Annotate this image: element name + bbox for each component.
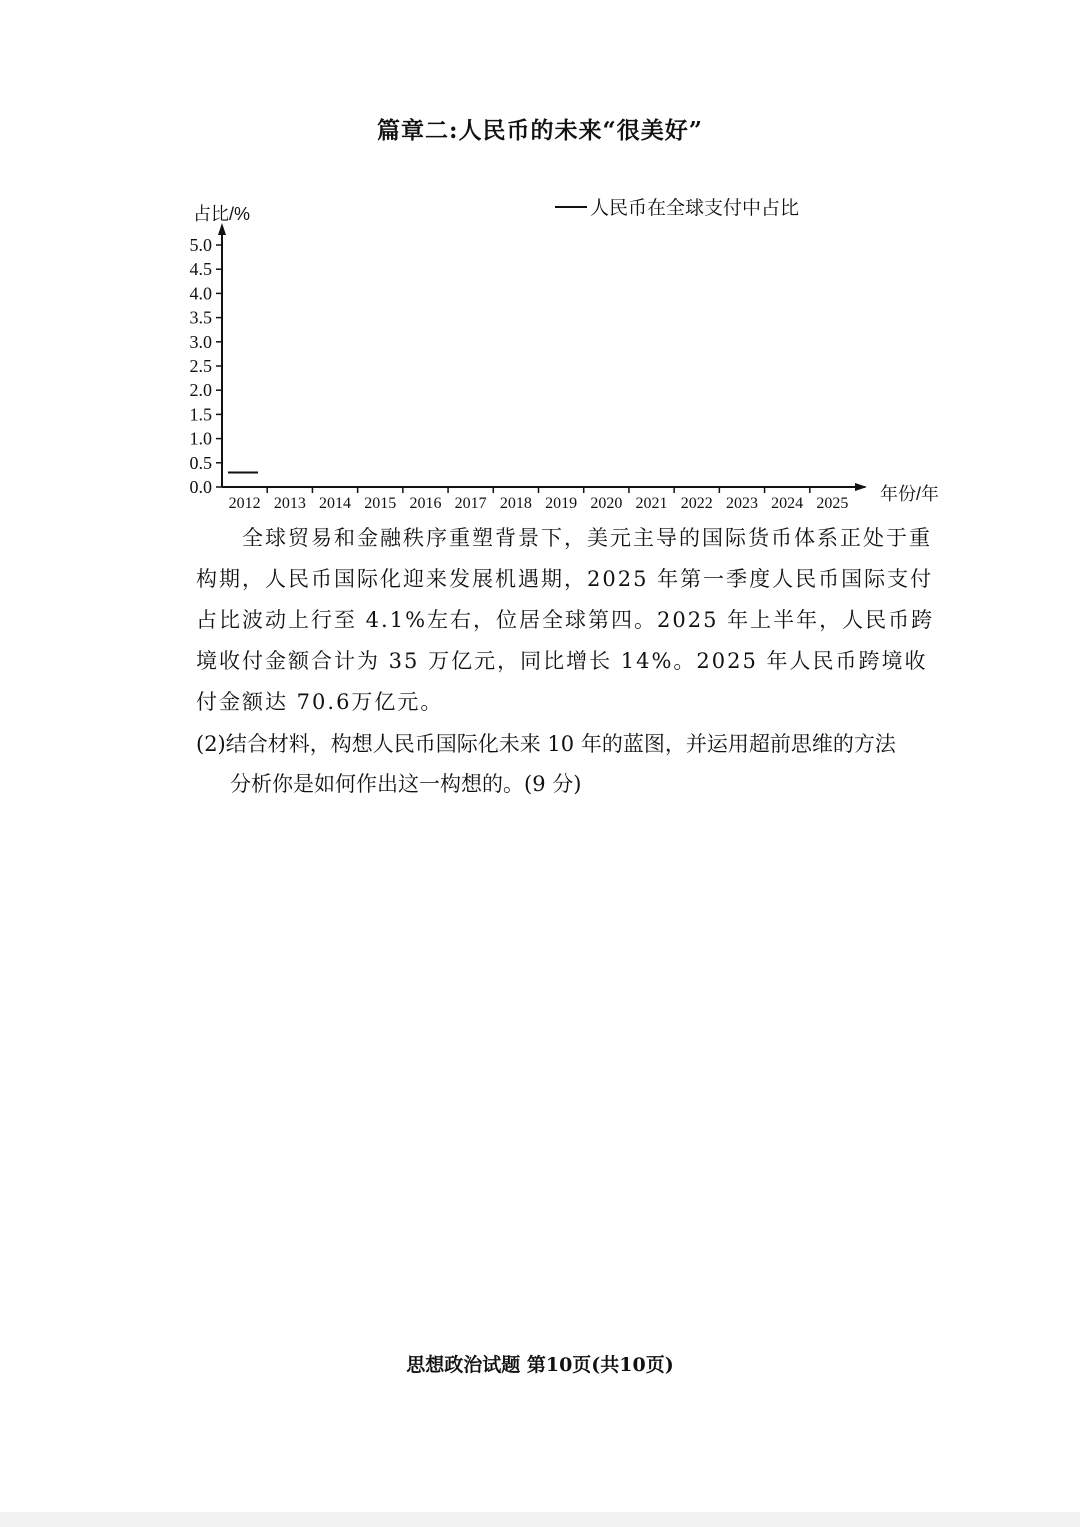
- y-tick-label: 5.0: [189, 235, 212, 255]
- question-2: [196, 724, 936, 804]
- x-tick-label: 2023: [725, 495, 758, 512]
- y-axis-arrow: [218, 223, 226, 235]
- y-tick-label: 3.5: [189, 307, 212, 328]
- x-tick-label: 2017: [454, 495, 487, 512]
- x-tick-label: 2020: [590, 495, 623, 512]
- x-tick-label: 2024: [771, 495, 804, 512]
- y-tick-label: 0.0: [189, 477, 212, 497]
- x-tick-label: 2015: [364, 495, 397, 512]
- section-title: 篇章二:人民币的未来“很美好”: [377, 117, 703, 144]
- question-line-1: (2)结合材料，构想人民币国际化未来 10 年的蓝图，并运用超前思维的方法: [196, 732, 896, 756]
- x-tick-label: 2021: [635, 495, 668, 512]
- y-tick-label: 0.5: [189, 452, 212, 473]
- x-tick-label: 2018: [499, 495, 532, 512]
- y-tick-label: 4.5: [189, 259, 212, 280]
- x-axis-label: 年份/年: [880, 484, 940, 504]
- y-tick-label: 2.5: [189, 356, 212, 376]
- y-axis-label: 占比/%: [193, 204, 251, 224]
- y-tick-label: 2.0: [189, 380, 212, 401]
- x-tick-label: 2025: [816, 495, 849, 512]
- page-footer: 思想政治试题 第10页(共10页): [406, 1354, 674, 1376]
- x-tick-label: 2014: [319, 495, 352, 512]
- y-tick-label: 1.0: [189, 428, 212, 449]
- x-tick-label: 2013: [273, 495, 306, 512]
- question-line-2: 分析你是如何作出这一构想的。(9 分): [230, 772, 582, 796]
- x-tick-label: 2016: [409, 495, 442, 512]
- y-tick-label: 3.0: [189, 331, 212, 352]
- scan-edge: [0, 1512, 1080, 1527]
- material-paragraph: 全球贸易和金融秩序重塑背景下，美元主导的国际货币体系正处于重构期，人民币国际化迎来发展机遇期，2025 年第一季度人民币国际支付占比波动上行至 4.1%左右，位居全球第四。2025 年上半年，人民币跨境收付金额合计为 35 万亿元，同比增长 14%。2025 年人民币跨境收付金额达 70.6万亿元。: [196, 526, 935, 714]
- currency-share-chart: [175, 190, 965, 520]
- x-tick-label: 2019: [545, 495, 578, 512]
- x-tick-label: 2012: [228, 495, 261, 512]
- legend-label: 人民币在全球支付中占比: [590, 198, 800, 219]
- y-tick-label: 1.5: [189, 404, 212, 425]
- x-tick-label: 2022: [680, 495, 713, 512]
- y-tick-label: 4.0: [189, 283, 212, 304]
- x-axis-arrow: [855, 483, 867, 491]
